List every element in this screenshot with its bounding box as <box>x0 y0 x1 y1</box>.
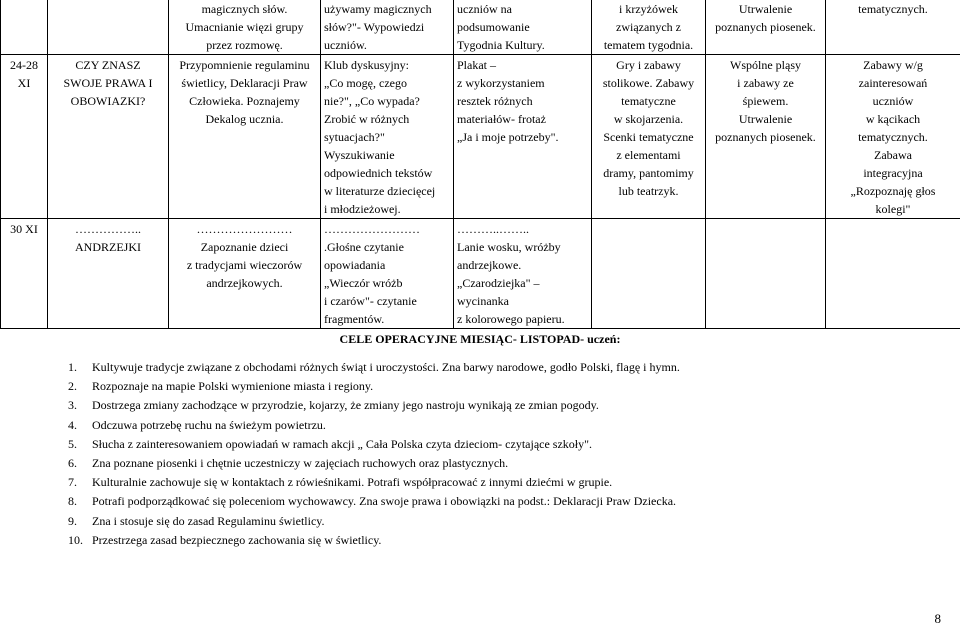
item-text: Zna i stosuje się do zasad Regulaminu świetlicy. <box>92 513 325 528</box>
item-text: Zna poznane piosenki i chętnie uczestniczy w zajęciach ruchowych oraz plastycznych. <box>92 456 509 471</box>
item-text: Kultywuje tradycje związane z obchodami różnych świąt i uroczystości. Zna barwy narodowe, godło Polski, flagę i hymn. <box>92 360 680 374</box>
item-number: 7. <box>68 475 77 490</box>
objectives-list <box>68 358 928 550</box>
item-number: 4. <box>68 417 77 432</box>
table-cell: Plakat – z wykorzystaniem resztek różnych materiałów- frotaż „Ja i moje potrzeby". <box>454 55 592 219</box>
table-cell: …………………… .Głośne czytanie opowiadania „Wieczór wróżb i czarów"- czytanie fragmentów. <box>321 219 454 329</box>
table-cell: Klub dyskusyjny: „Co mogę, czego nie?", „Co wypada? Zrobić w różnych sytuacjach?" Wyszukiwanie odpowiednich tekstów w literaturze dziecięcej i młodzieżowej. <box>321 55 454 219</box>
table-row <box>1 0 960 55</box>
list-item <box>68 492 928 511</box>
table-cell <box>706 219 826 329</box>
table-cell: Zabawy w/g zainteresowań uczniów w kącikach tematycznych. Zabawa integracyjna „Rozpoznaję głos kolegi" <box>826 55 960 219</box>
item-text: Słucha z zainteresowaniem opowiadań w ramach akcji „ Cała Polska czyta dzieciom- czytające szkoły". <box>92 436 593 451</box>
item-text: Kulturalnie zachowuje się w kontaktach z rówieśnikami. Potrafi współpracować z innymi dziećmi w grupie. <box>92 475 613 490</box>
table-cell: …………….. ANDRZEJKI <box>48 219 169 329</box>
item-number: 6. <box>68 456 77 471</box>
table-row <box>1 55 960 219</box>
table-cell: CZY ZNASZ SWOJE PRAWA I OBOWIAZKI? <box>48 55 169 219</box>
list-item <box>68 358 928 377</box>
item-number: 8. <box>68 494 77 509</box>
table-cell: 30 XI <box>1 219 48 329</box>
table-cell: i krzyżówek związanych z tematem tygodnia. <box>592 0 706 55</box>
item-number: 5. <box>68 436 77 451</box>
item-number: 2. <box>68 379 77 394</box>
table-cell: tematycznych. <box>826 0 960 55</box>
table-cell: ………..…….. Lanie wosku, wróżby andrzejkowe. „Czarodziejka" – wycinanka z kolorowego papieru. <box>454 219 592 329</box>
list-item <box>68 377 928 396</box>
item-number: 1. <box>68 360 77 374</box>
list-item <box>68 454 928 473</box>
table-cell <box>48 0 169 55</box>
table-cell: …………………… Zapoznanie dzieci z tradycjami wieczorów andrzejkowych. <box>169 219 321 329</box>
table-cell: uczniów na podsumowanie Tygodnia Kultury. <box>454 0 592 55</box>
item-number: 9. <box>68 513 77 528</box>
list-item <box>68 396 928 415</box>
item-text: Potrafi podporządkować się poleceniom wychowawcy. Zna swoje prawa i obowiązki na podst.: Deklaracji Praw Dziecka. <box>92 494 677 509</box>
list-item <box>68 435 928 454</box>
list-item <box>68 416 928 435</box>
item-number: 10. <box>68 532 83 547</box>
item-text: Odczuwa potrzebę ruchu na świeżym powietrzu. <box>92 417 326 432</box>
page-number: 8 <box>934 611 941 626</box>
table-cell <box>1 0 48 55</box>
table-row <box>1 219 960 329</box>
section-title: CELE OPERACYJNE MIESIĄC- LISTOPAD- uczeń: <box>339 332 621 346</box>
table-cell <box>826 219 960 329</box>
item-text: Przestrzega zasad bezpiecznego zachowania się w świetlicy. <box>92 532 382 547</box>
table-cell <box>592 219 706 329</box>
item-number: 3. <box>68 398 77 413</box>
list-item <box>68 531 928 550</box>
table-cell: Gry i zabawy stolikowe. Zabawy tematyczne w skojarzenia. Scenki tematyczne z elementami dramy, pantomimy lub teatrzyk. <box>592 55 706 219</box>
list-item <box>68 473 928 492</box>
table-cell: 24-28 XI <box>1 55 48 219</box>
table-cell: używamy magicznych słów?"- Wypowiedzi uczniów. <box>321 0 454 55</box>
table-cell: Wspólne pląsy i zabawy ze śpiewem. Utrwalenie poznanych piosenek. <box>706 55 826 219</box>
table-cell: Utrwalenie poznanych piosenek. <box>706 0 826 55</box>
table-cell: magicznych słów. Umacnianie więzi grupy przez rozmowę. <box>169 0 321 55</box>
item-text: Rozpoznaje na mapie Polski wymienione miasta i regiony. <box>92 379 374 394</box>
item-text: Dostrzega zmiany zachodzące w przyrodzie, kojarzy, że zmiany jego nastroju wynikają ze zmian pogody. <box>92 398 599 413</box>
list-item <box>68 512 928 531</box>
table-cell: Przypomnienie regulaminu świetlicy, Deklaracji Praw Człowieka. Poznajemy Dekalog ucznia. <box>169 55 321 219</box>
